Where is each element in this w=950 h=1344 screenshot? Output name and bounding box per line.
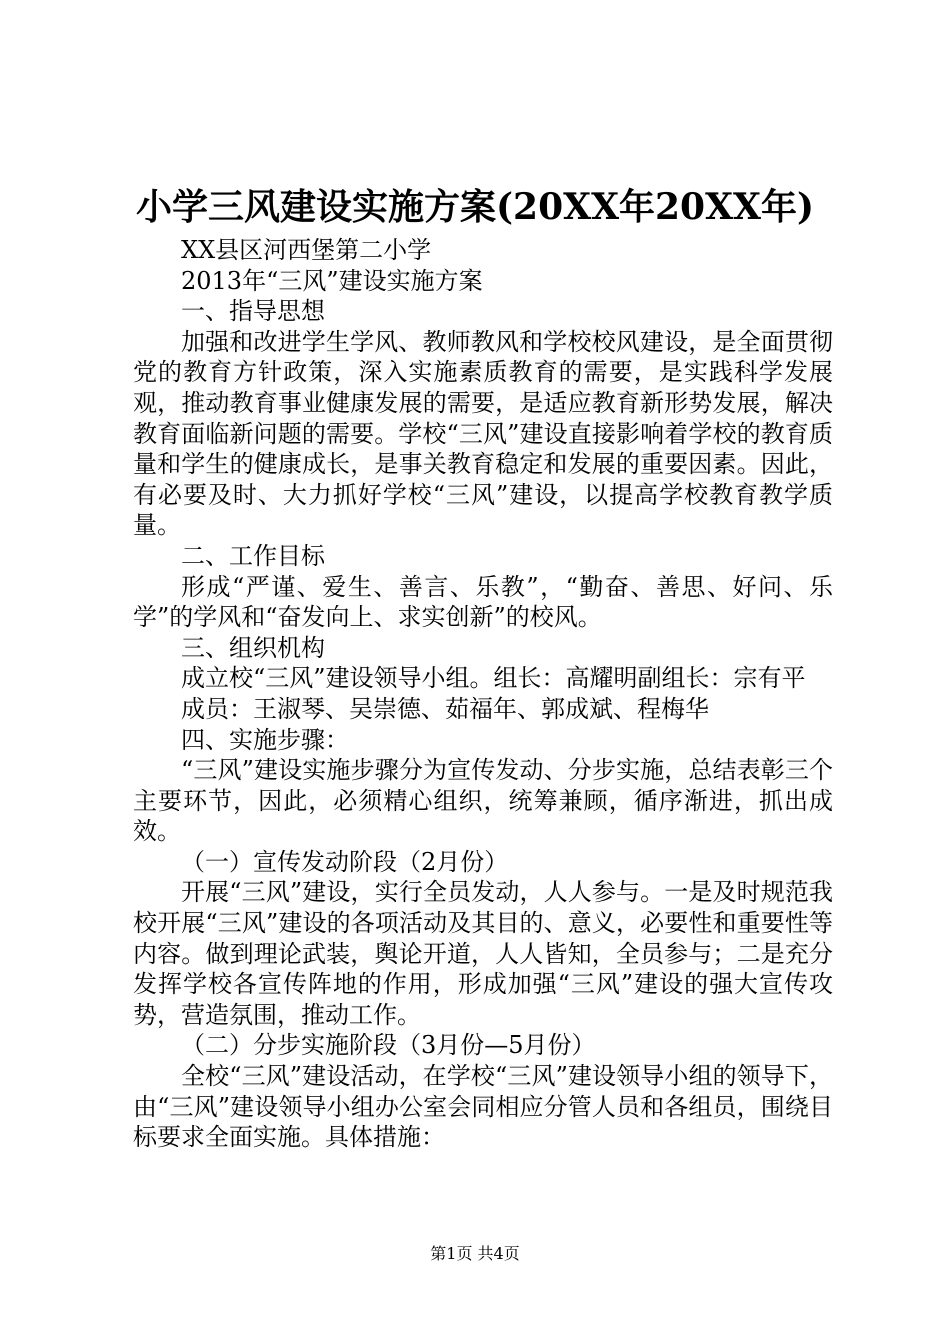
paragraph-plan-name: 2013年“三风”建设实施方案 — [181, 266, 483, 295]
heading-work-goals: 二、工作目标 — [181, 541, 325, 570]
subheading-implementation-stage: （二）分步实施阶段（3月份—5月份） — [181, 1031, 596, 1060]
paragraph-work-goals: 形成“严谨、爱生、善言、乐教”，“勤奋、善思、好问、乐学”的学风和“奋发向上、求实创新”的校风。 — [133, 572, 833, 632]
subheading-publicity-stage: （一）宣传发动阶段（2月份） — [181, 847, 509, 876]
paragraph-implementation-stage: 全校“三风”建设活动，在学校“三风”建设领导小组的领导下，由“三风”建设领导小组办公室会同相应分管人员和各组员，围绕目标要求全面实施。具体措施： — [133, 1062, 833, 1152]
paragraph-implementation-steps: “三风”建设实施步骤分为宣传发动、分步实施，总结表彰三个主要环节，因此，必须精心组织，统筹兼顾，循序渐进，抓出成效。 — [133, 756, 833, 846]
paragraph-leadership-group: 成立校“三风”建设领导小组。组长：高耀明副组长：宗有平 — [181, 664, 806, 693]
heading-guiding-ideology: 一、指导思想 — [181, 297, 325, 326]
document-body — [133, 235, 833, 1153]
heading-organization: 三、组织机构 — [181, 633, 325, 662]
paragraph-members: 成员：王淑琴、吴崇德、茹福年、郭成斌、程梅华 — [181, 694, 709, 723]
document-title: 小学三风建设实施方案(20XX年20XX年) — [136, 186, 814, 228]
paragraph-publicity-stage: 开展“三风”建设，实行全员发动，人人参与。一是及时规范我校开展“三风”建设的各项活动及其目的、意义，必要性和重要性等内容。做到理论武装，舆论开道，人人皆知，全员参与；二是充分发挥学校各宣传阵地的作用，形成加强“三风”建设的强大宣传攻势，营造氛围，推动工作。 — [133, 878, 833, 1029]
heading-implementation-steps: 四、实施步骤： — [181, 725, 349, 754]
paragraph-guiding-ideology: 加强和改进学生学风、教师教风和学校校风建设，是全面贯彻党的教育方针政策，深入实施素质教育的需要，是实践科学发展观，推动教育事业健康发展的需要，是适应教育新形势发展，解决教育面临新问题的需要。学校“三风”建设直接影响着学校的教育质量和学生的健康成长，是事关教育稳定和发展的重要因素。因此，有必要及时、大力抓好学校“三风”建设，以提高学校教育教学质量。 — [133, 327, 833, 540]
paragraph-school-name: XX县区河西堡第二小学 — [181, 236, 432, 264]
page-indicator: 第1页 共4页 — [430, 1244, 520, 1263]
